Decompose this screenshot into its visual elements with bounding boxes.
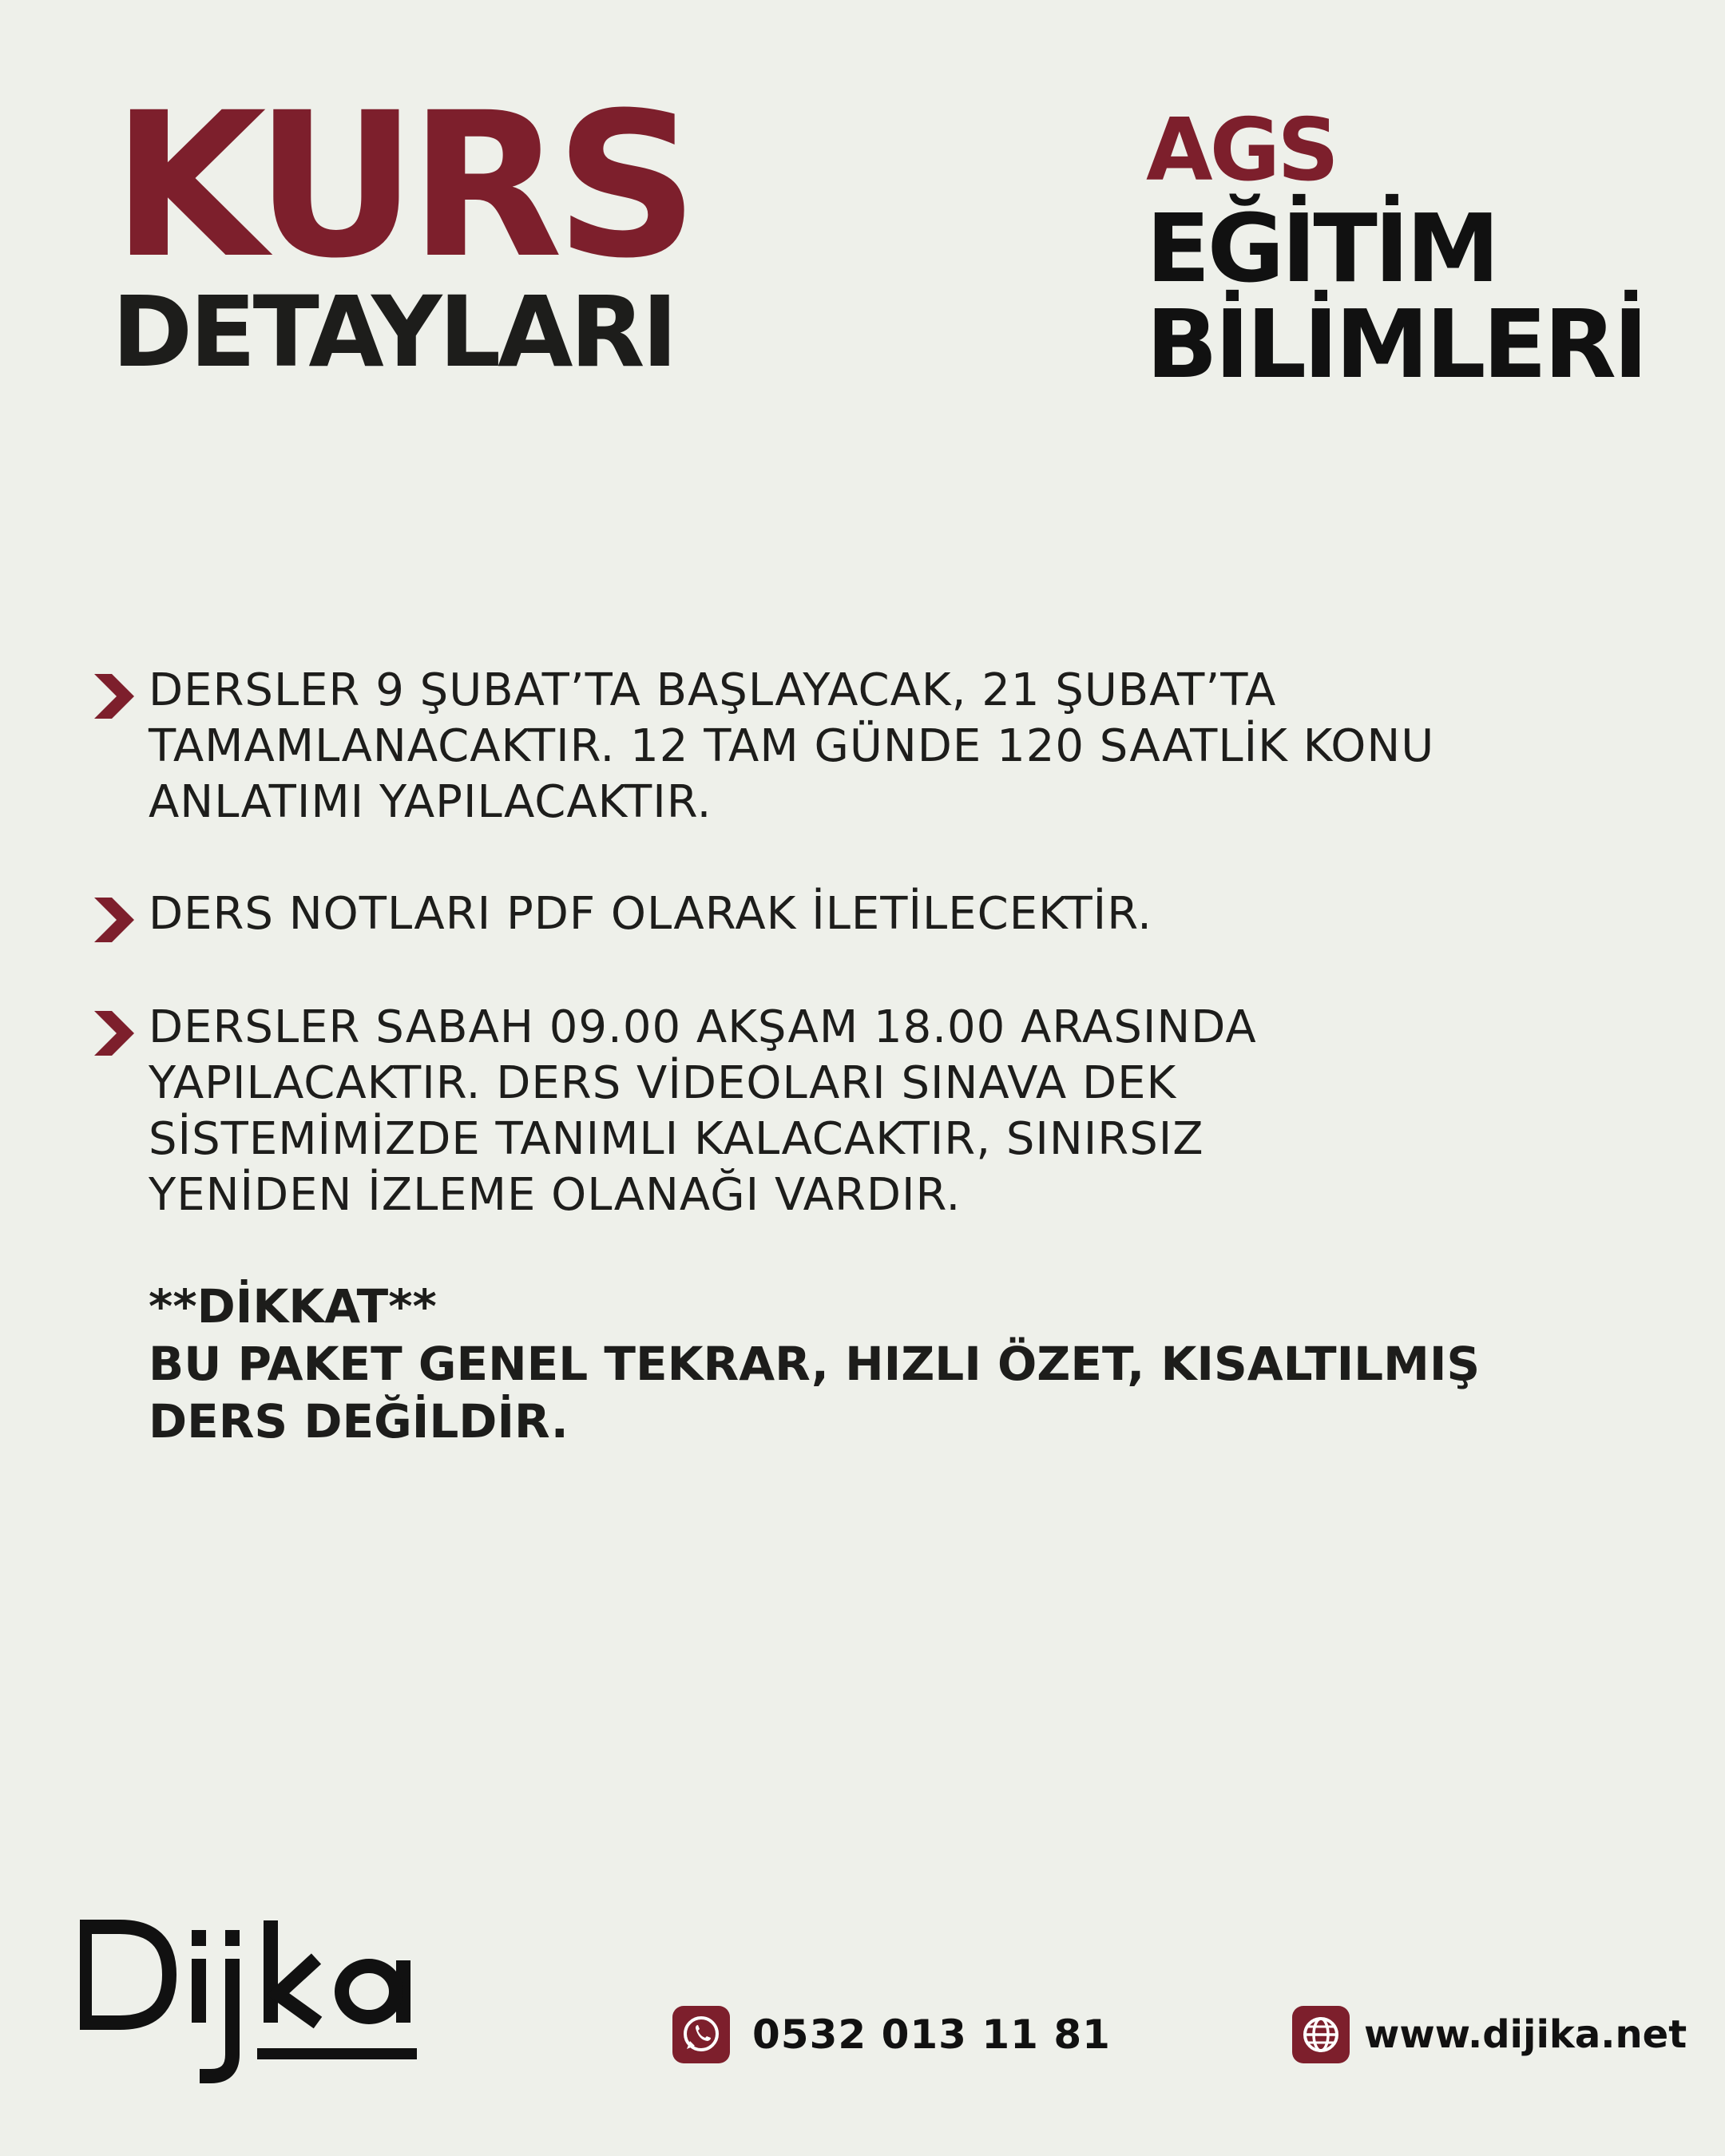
detail-line: DERS NOTLARI PDF OLARAK İLETİLECEKTİR. [149,888,1152,940]
subtitle-bilimleri: BİLİMLERİ [1146,289,1645,399]
subtitle-egitim: EĞİTİM [1146,193,1497,303]
title-detaylari: DETAYLARI [112,275,675,389]
chevron-right-icon [94,674,134,719]
whatsapp-icon[interactable] [672,2006,730,2063]
detail-item-text [149,886,1594,942]
detail-line: TAMAMLANACAKTIR. 12 TAM GÜNDE 120 SAATLİK KONU [149,720,1435,772]
detail-line: SİSTEMİMİZDE TANIMLI KALACAKTIR, SINIRSIZ [149,1113,1204,1165]
detail-item-text [149,1000,1594,1223]
detail-line: YENİDEN İZLEME OLANAĞI VARDIR. [149,1169,962,1221]
chevron-right-icon [94,898,134,942]
detail-line: DERSLER 9 ŞUBAT’TA BAŞLAYACAK, 21 ŞUBAT’TA [149,664,1277,716]
globe-icon[interactable] [1292,2006,1350,2063]
warning-line: BU PAKET GENEL TEKRAR, HIZLI ÖZET, KISALTILMIŞ [149,1337,1481,1391]
warning-block [149,1278,1626,1450]
dijika-logo [80,1912,439,2096]
chevron-right-icon [94,1011,134,1056]
detail-line: YAPILACAKTIR. DERS VİDEOLARI SINAVA DEK [149,1057,1177,1109]
subtitle-ags: AGS [1146,101,1337,200]
phone-number[interactable]: 0532 013 11 81 [752,2011,1111,2058]
detail-line: DERSLER SABAH 09.00 AKŞAM 18.00 ARASINDA [149,1001,1257,1053]
detail-item-text [149,663,1594,830]
detail-line: ANLATIMI YAPILACAKTIR. [149,776,712,828]
warning-line: DERS DEĞİLDİR. [149,1394,569,1449]
warning-title: **DİKKAT** [149,1279,437,1334]
title-kurs: KURS [112,69,691,302]
website-link[interactable]: www.dijika.net [1364,2012,1687,2057]
